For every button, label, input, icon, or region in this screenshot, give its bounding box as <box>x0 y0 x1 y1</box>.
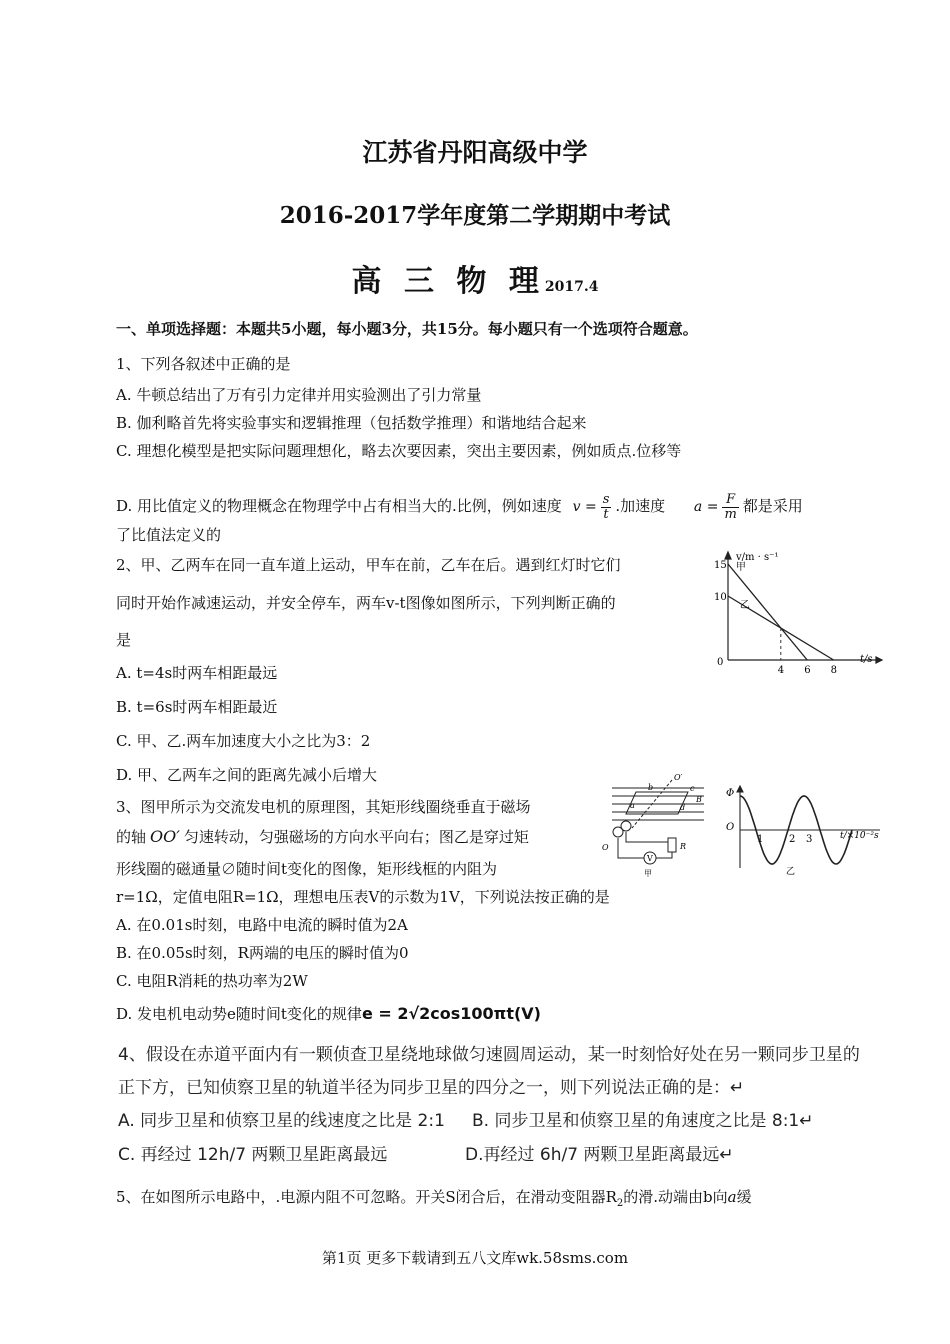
vt-label-jia: 甲 <box>735 562 746 573</box>
q5-stem <box>116 1186 752 1209</box>
q4-option-b: B. 同步卫星和侦察卫星的角速度之比是 8:1↵ <box>472 1111 814 1131</box>
q3-stem-line4: r=1Ω，定值电阻R=1Ω，理想电压表V的示数为1V，下列说法按正确的是 <box>116 888 610 906</box>
accel-lhs: a = <box>693 499 719 515</box>
subject-label: 高 三 物 理 <box>351 264 545 299</box>
q3-option-d <box>116 1003 541 1024</box>
q1-option-c: C. 理想化模型是把实际问题理想化，略去次要因素，突出主要因素，例如质点.位移等 <box>116 442 682 460</box>
exam-date: 2017.4 <box>544 279 599 295</box>
figure-yi-caption: 乙 <box>786 867 796 877</box>
label-a: a <box>630 801 635 810</box>
q1-option-a: A. 牛顿总结出了万有引力定律并用实验测出了引力常量 <box>116 386 482 404</box>
accel-denominator: m <box>724 506 737 522</box>
q1-d-text: D. 用比值定义的物理概念在物理学中占有相当大的.比例，例如速度 <box>116 497 562 515</box>
label-field-b: B <box>696 795 702 804</box>
q1-stem: 1、下列各叙述中正确的是 <box>116 355 291 373</box>
q5-subscript: 2 <box>616 1198 624 1209</box>
subject-title <box>0 256 950 300</box>
flux-y-arrow <box>737 786 743 792</box>
q4-option-a: A. 同步卫星和侦察卫星的线速度之比是 2:1 <box>118 1111 445 1131</box>
flux-tick-1: 1 <box>757 834 764 845</box>
rectangular-coil <box>626 792 688 814</box>
q5-stem-end: 缓 <box>736 1188 752 1206</box>
q1-d-tail: 都是采用 <box>742 497 803 515</box>
velocity-lhs: v = <box>572 499 597 515</box>
label-b: b <box>648 783 654 792</box>
q2-option-b: B. t=6s时两车相距最近 <box>116 698 278 716</box>
q5-endpoint-a: a <box>727 1188 737 1206</box>
vt-x-arrow <box>876 657 882 663</box>
q1-option-b: B. 伽利略首先将实验事实和逻辑推理（包括数学推理）和谐地结合起来 <box>116 414 587 432</box>
vt-series-lines <box>728 564 834 660</box>
vt-y-tick-label: 15 <box>714 560 727 571</box>
q2-stem-line3: 是 <box>116 631 132 649</box>
q1-option-d <box>116 486 803 527</box>
page-footer: 第1页 更多下载请到五八文库wk.58sms.com <box>321 1249 629 1267</box>
label-d: d <box>680 803 686 812</box>
label-resistor: R <box>680 842 687 851</box>
slip-ring <box>613 827 623 837</box>
exam-title: 2016-2017学年度第二学期期中考试 <box>279 202 671 229</box>
q1-option-d-continued: 了比值法定义的 <box>116 526 222 544</box>
q5-stem-start: 5、在如图所示电路中，.电源内阻不可忽略。开关S闭合后，在滑动变阻器R <box>116 1188 617 1206</box>
flux-origin: O <box>726 822 735 833</box>
q1-d-accel-text: .加速度 <box>615 497 666 515</box>
q3-option-b: B. 在0.05s时刻，R两端的电压的瞬时值为0 <box>116 944 409 962</box>
label-o: O <box>602 843 609 852</box>
flux-time-graph <box>720 780 890 880</box>
vt-origin: 0 <box>717 657 724 668</box>
school-name: 江苏省丹阳高级中学 <box>362 138 588 167</box>
q4-stem-line1: 4、假设在赤道平面内有一颗侦查卫星绕地球做匀速圆周运动，某一时刻恰好处在另一颗同步卫星的 <box>118 1045 860 1065</box>
label-c: c <box>690 784 695 793</box>
q4-stem-line2: 正下方，已知侦察卫星的轨道半径为同步卫星的四分之一，则下列说法正确的是：↵ <box>118 1078 745 1098</box>
q2-stem-line1: 2、甲、乙两车在同一直车道上运动，甲车在前，乙车在后。遇到红灯时它们 <box>116 556 621 574</box>
q3-option-c: C. 电阻R消耗的热功率为2W <box>116 972 308 990</box>
velocity-numerator: s <box>602 491 610 507</box>
q2-option-d: D. 甲、乙两车之间的距离先减小后增大 <box>116 766 378 784</box>
emf-equation: e = 2√2cos100πt(V) <box>361 1004 541 1023</box>
vt-y-arrow <box>725 552 731 559</box>
q3-stem-line1: 3、图甲所示为交流发电机的原理图，其矩形线圈绕垂直于磁场 <box>116 798 531 816</box>
vt-y-tick-label: 10 <box>714 592 727 603</box>
q3-d-text: D. 发电机电动势e随时间t变化的规律 <box>116 1005 362 1023</box>
velocity-fraction <box>601 493 612 522</box>
flux-tick-2: 2 <box>789 834 796 845</box>
generator-diagram <box>592 772 712 880</box>
q2-stem-line2: 同时开始作减速运动，并安全停车，两车v-t图像如图所示，下列判断正确的 <box>116 594 616 612</box>
resistor-symbol <box>668 838 676 852</box>
vt-x-tick-label: 8 <box>830 665 837 676</box>
q4-option-c: C. 再经过 12h/7 两颗卫星距离最远 <box>118 1145 388 1165</box>
q5-stem-mid: 的滑.动端由b向 <box>623 1188 728 1206</box>
q4-option-d: D.再经过 6h/7 两颗卫星距离最远↵ <box>465 1145 734 1165</box>
vt-label-yi: 乙 <box>739 600 750 611</box>
flux-tick-3: 3 <box>806 834 813 845</box>
circuit-wire <box>618 838 644 858</box>
flux-xlabel: t/×10⁻²s <box>840 831 879 841</box>
label-o-prime: O′ <box>674 773 683 782</box>
accel-fraction <box>722 493 738 522</box>
figure-jia-caption: 甲 <box>644 869 652 878</box>
vt-ylabel: v/m · s⁻¹ <box>736 552 779 563</box>
accel-numerator: F <box>722 493 738 508</box>
label-voltmeter: V <box>647 854 653 863</box>
section-heading: 一、单项选择题：本题共5小题，每小题3分，共15分。每小题只有一个选项符合题意。 <box>116 320 698 338</box>
velocity-denominator: t <box>603 506 609 522</box>
q2-option-a: A. t=4s时两车相距最远 <box>116 664 278 682</box>
flux-ylabel: Φ <box>726 788 735 799</box>
q3-stem-line2-start: 的轴 <box>116 828 147 846</box>
q3-stem-line2 <box>116 826 529 847</box>
q2-option-c: C. 甲、乙.两车加速度大小之比为3：2 <box>116 732 371 750</box>
vt-tick-labels <box>714 560 837 676</box>
q3-stem-line3: 形线圈的磁通量∅随时间t变化的图像，矩形线框的内阻为 <box>116 860 498 878</box>
vt-xlabel: t/s <box>860 654 873 665</box>
q2-vt-graph <box>700 548 890 682</box>
vt-x-tick-label: 6 <box>804 665 811 676</box>
q3-stem-line2-end: 匀速转动，匀强磁场的方向水平向右；图乙是穿过矩 <box>183 828 529 846</box>
vt-x-tick-label: 4 <box>777 665 785 676</box>
q3-option-a: A. 在0.01s时刻，电路中电流的瞬时值为2A <box>116 916 408 934</box>
rotation-axis-label: OO′ <box>150 827 180 846</box>
vt-series-line-jia <box>728 564 807 660</box>
